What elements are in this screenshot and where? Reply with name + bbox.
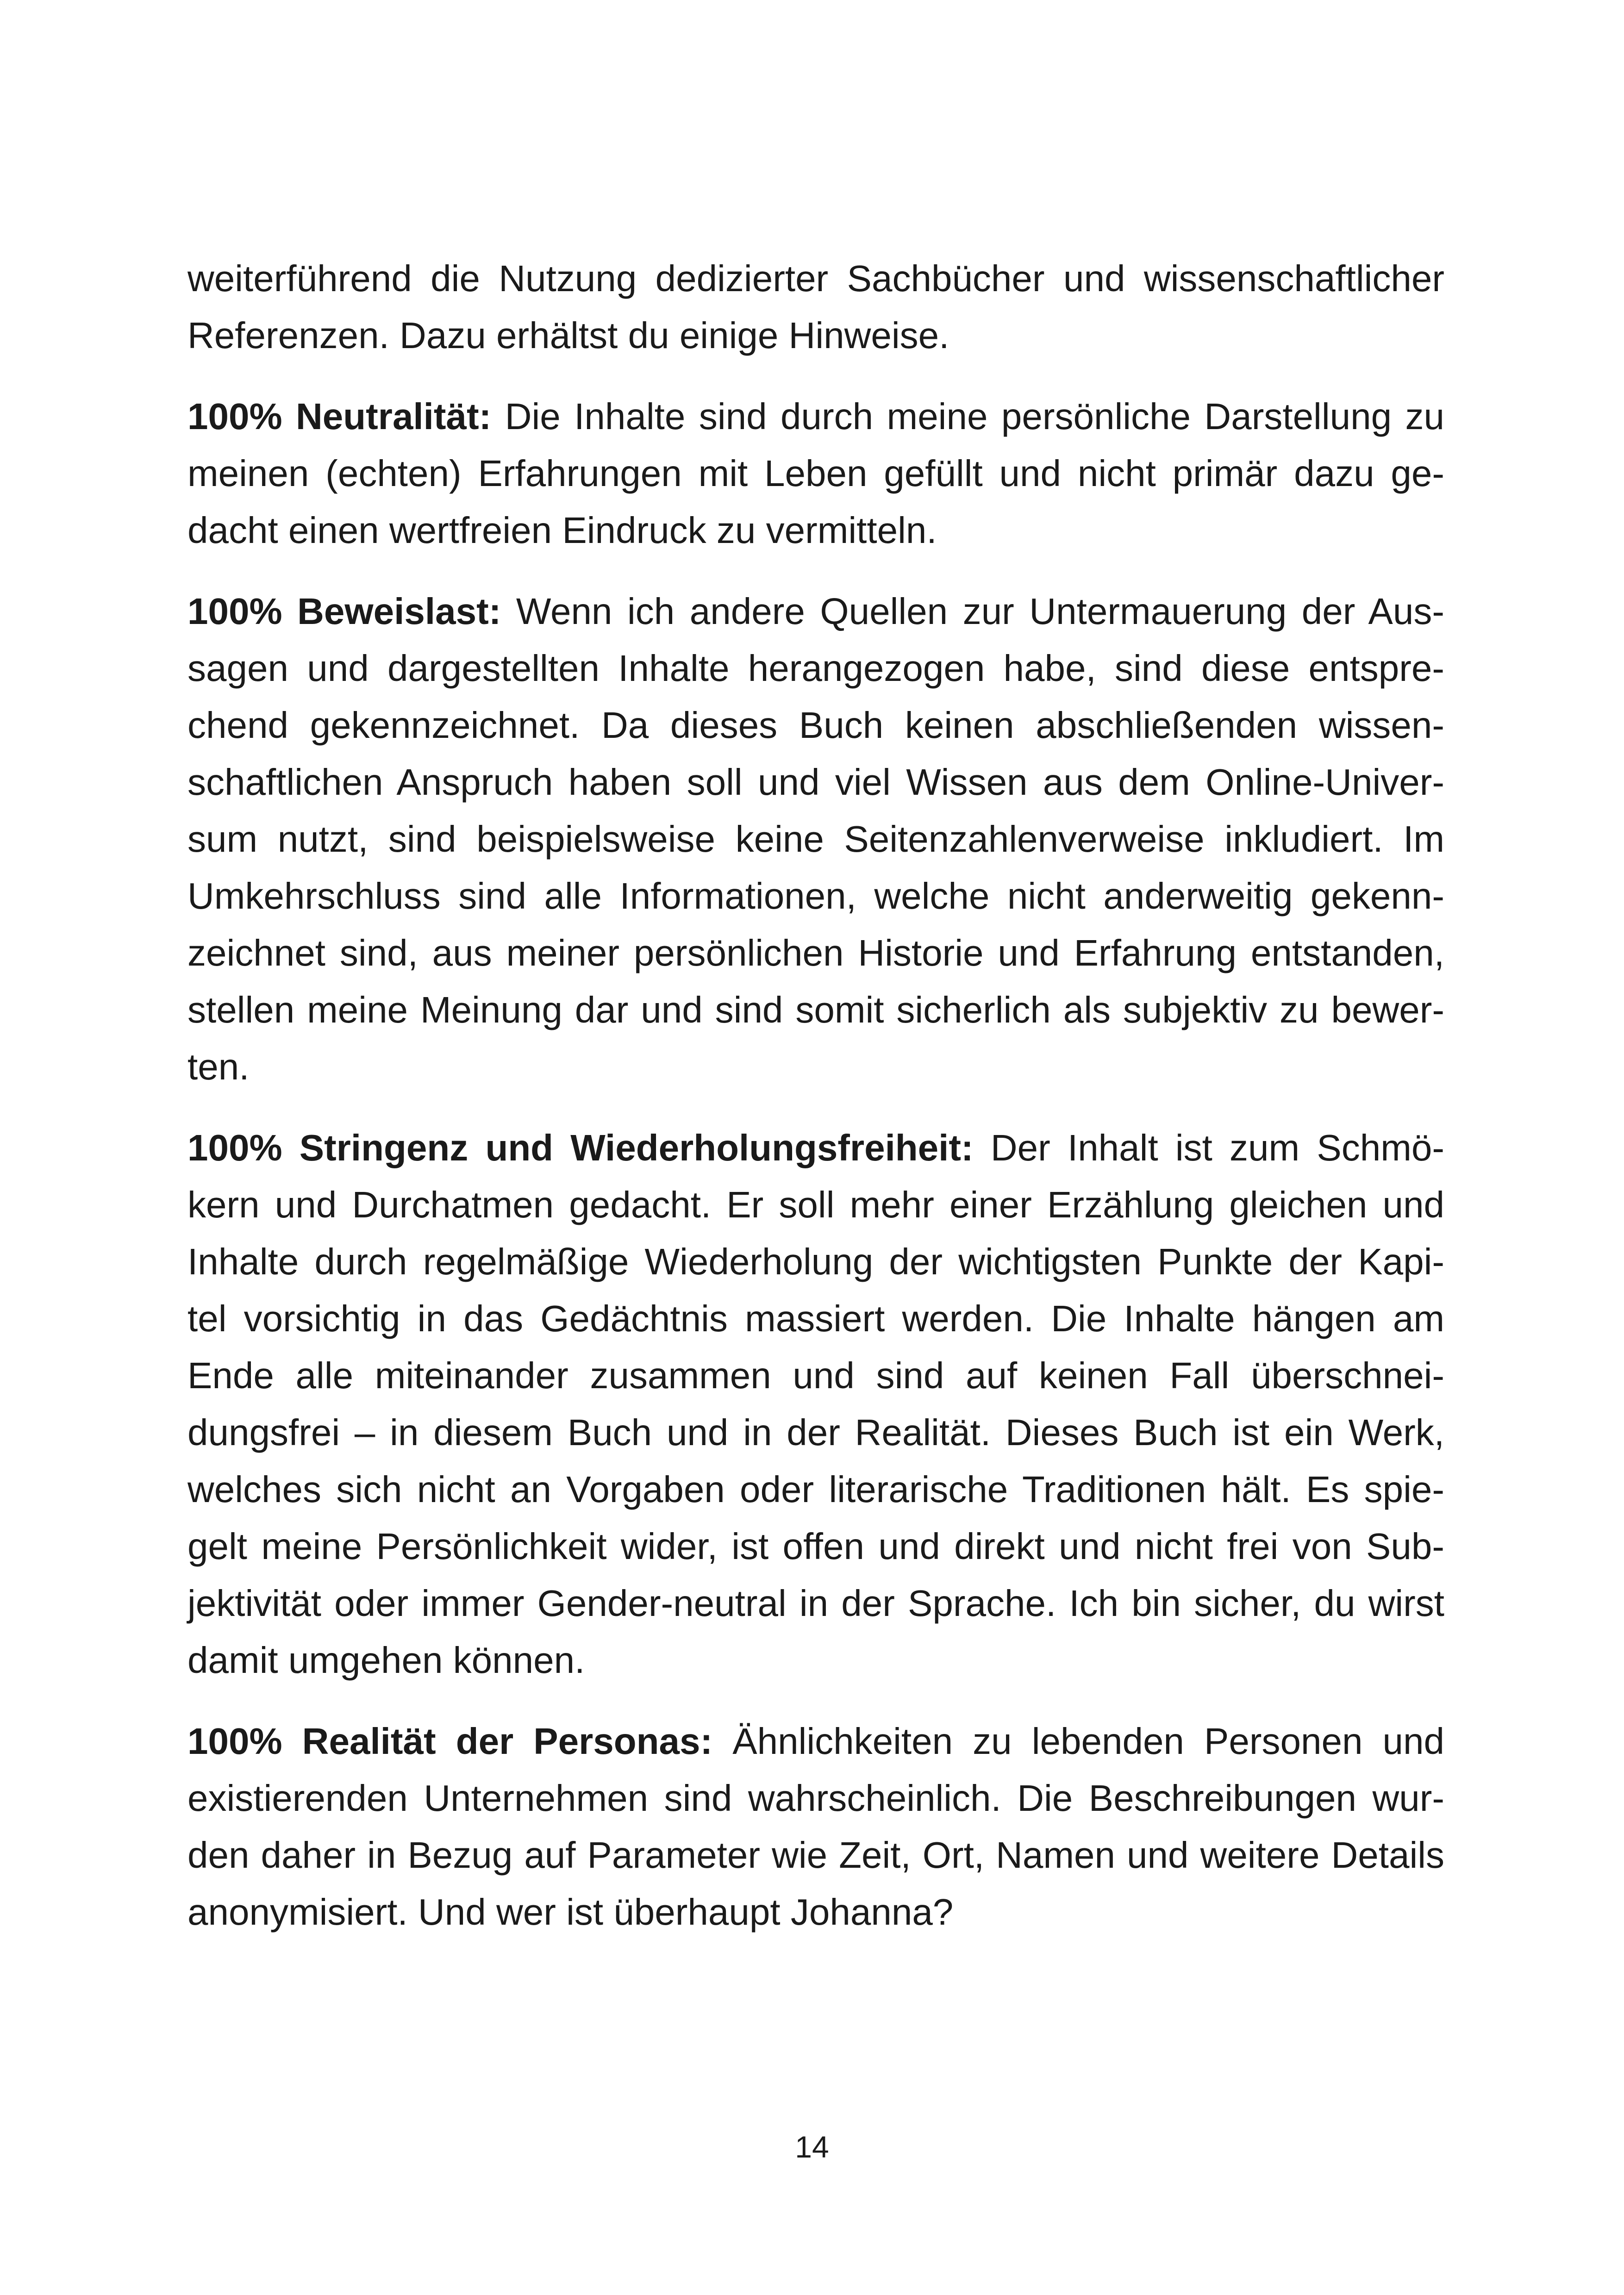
paragraph bbox=[187, 388, 1444, 559]
text-line bbox=[187, 1575, 1444, 1632]
paragraph bbox=[187, 583, 1444, 1095]
paragraph-lead: 100% Stringenz und Wiederholungsfreiheit: bbox=[187, 1127, 974, 1168]
text-line bbox=[187, 388, 1444, 445]
text-line bbox=[187, 1713, 1444, 1770]
line-text: tel vorsichtig in das Gedächtnis massiert werden. Die Inhalte hängen am bbox=[187, 1298, 1444, 1339]
text-line bbox=[187, 1770, 1444, 1827]
text-line bbox=[187, 1347, 1444, 1404]
paragraph bbox=[187, 1119, 1444, 1689]
line-text: damit umgehen können. bbox=[187, 1640, 585, 1681]
line-text: gelt meine Persönlichkeit wider, ist offen und direkt und nicht frei von Sub- bbox=[187, 1526, 1444, 1567]
paragraph-lead: 100% Neutralität: bbox=[187, 396, 492, 437]
line-text: existierenden Unternehmen sind wahrscheinlich. Die Beschreibungen wur- bbox=[187, 1777, 1444, 1819]
line-text: sum nutzt, sind beispielsweise keine Seitenzahlenverweise inkludiert. Im bbox=[187, 818, 1444, 860]
paragraph bbox=[187, 1713, 1444, 1940]
text-line bbox=[187, 981, 1444, 1038]
line-text: Referenzen. Dazu erhältst du einige Hinweise. bbox=[187, 315, 949, 356]
line-text: welches sich nicht an Vorgaben oder literarische Traditionen hält. Es spie- bbox=[187, 1469, 1444, 1510]
text-line bbox=[187, 811, 1444, 867]
line-text: kern und Durchatmen gedacht. Er soll mehr einer Erzählung gleichen und bbox=[187, 1184, 1444, 1225]
line-text: ten. bbox=[187, 1046, 250, 1087]
page-number: 14 bbox=[795, 2130, 829, 2164]
line-text: den daher in Bezug auf Parameter wie Zeit, Ort, Namen und weitere Details bbox=[187, 1834, 1444, 1876]
text-line bbox=[187, 445, 1444, 502]
text-line bbox=[187, 250, 1444, 307]
text-line bbox=[187, 1883, 1444, 1940]
text-line bbox=[187, 583, 1444, 640]
text-line bbox=[187, 1176, 1444, 1233]
line-text: zeichnet sind, aus meiner persönlichen Historie und Erfahrung entstanden, bbox=[187, 932, 1444, 973]
paragraph bbox=[187, 250, 1444, 364]
text-line bbox=[187, 1461, 1444, 1518]
line-text: schaftlichen Anspruch haben soll und viel Wissen aus dem Online-Univer- bbox=[187, 761, 1444, 803]
line-text: Umkehrschluss sind alle Informationen, welche nicht anderweitig gekenn- bbox=[187, 875, 1444, 917]
line-text: dacht einen wertfreien Eindruck zu vermitteln. bbox=[187, 510, 937, 551]
text-line bbox=[187, 697, 1444, 754]
paragraph-lead: 100% Beweislast: bbox=[187, 591, 501, 632]
text-line bbox=[187, 502, 1444, 559]
line-text: Wenn ich andere Quellen zur Untermauerung der Aus- bbox=[501, 591, 1444, 632]
body-text bbox=[187, 250, 1444, 1964]
line-text: anonymisiert. Und wer ist überhaupt Johanna? bbox=[187, 1891, 954, 1933]
line-text: meinen (echten) Erfahrungen mit Leben gefüllt und nicht primär dazu ge- bbox=[187, 453, 1444, 494]
text-line bbox=[187, 1404, 1444, 1461]
line-text: Inhalte durch regelmäßige Wiederholung der wichtigsten Punkte der Kapi- bbox=[187, 1241, 1444, 1282]
text-line bbox=[187, 1632, 1444, 1689]
text-line bbox=[187, 1119, 1444, 1176]
line-text: Der Inhalt ist zum Schmö- bbox=[973, 1127, 1444, 1168]
line-text: jektivität oder immer Gender-neutral in der Sprache. Ich bin sicher, du wirst bbox=[187, 1583, 1444, 1624]
text-line bbox=[187, 1518, 1444, 1575]
line-text: Ähnlichkeiten zu lebenden Personen und bbox=[712, 1721, 1444, 1762]
line-text: stellen meine Meinung dar und sind somit sicherlich als subjektiv zu bewer- bbox=[187, 989, 1444, 1030]
text-line bbox=[187, 640, 1444, 697]
line-text: Die Inhalte sind durch meine persönliche Darstellung zu bbox=[491, 396, 1445, 437]
line-text: dungsfrei – in diesem Buch und in der Realität. Dieses Buch ist ein Werk, bbox=[187, 1412, 1444, 1453]
text-line bbox=[187, 867, 1444, 924]
text-line bbox=[187, 307, 1444, 364]
line-text: sagen und dargestellten Inhalte herangezogen habe, sind diese entspre- bbox=[187, 648, 1444, 689]
paragraph-lead: 100% Realität der Personas: bbox=[187, 1721, 713, 1762]
text-line bbox=[187, 1038, 1444, 1095]
line-text: weiterführend die Nutzung dedizierter Sachbücher und wissenschaftlicher bbox=[187, 258, 1444, 299]
line-text: Ende alle miteinander zusammen und sind auf keinen Fall überschnei- bbox=[187, 1355, 1444, 1396]
text-line bbox=[187, 1233, 1444, 1290]
text-line bbox=[187, 1827, 1444, 1883]
text-line bbox=[187, 924, 1444, 981]
text-line bbox=[187, 754, 1444, 811]
text-line bbox=[187, 1290, 1444, 1347]
line-text: chend gekennzeichnet. Da dieses Buch keinen abschließenden wissen- bbox=[187, 705, 1444, 746]
